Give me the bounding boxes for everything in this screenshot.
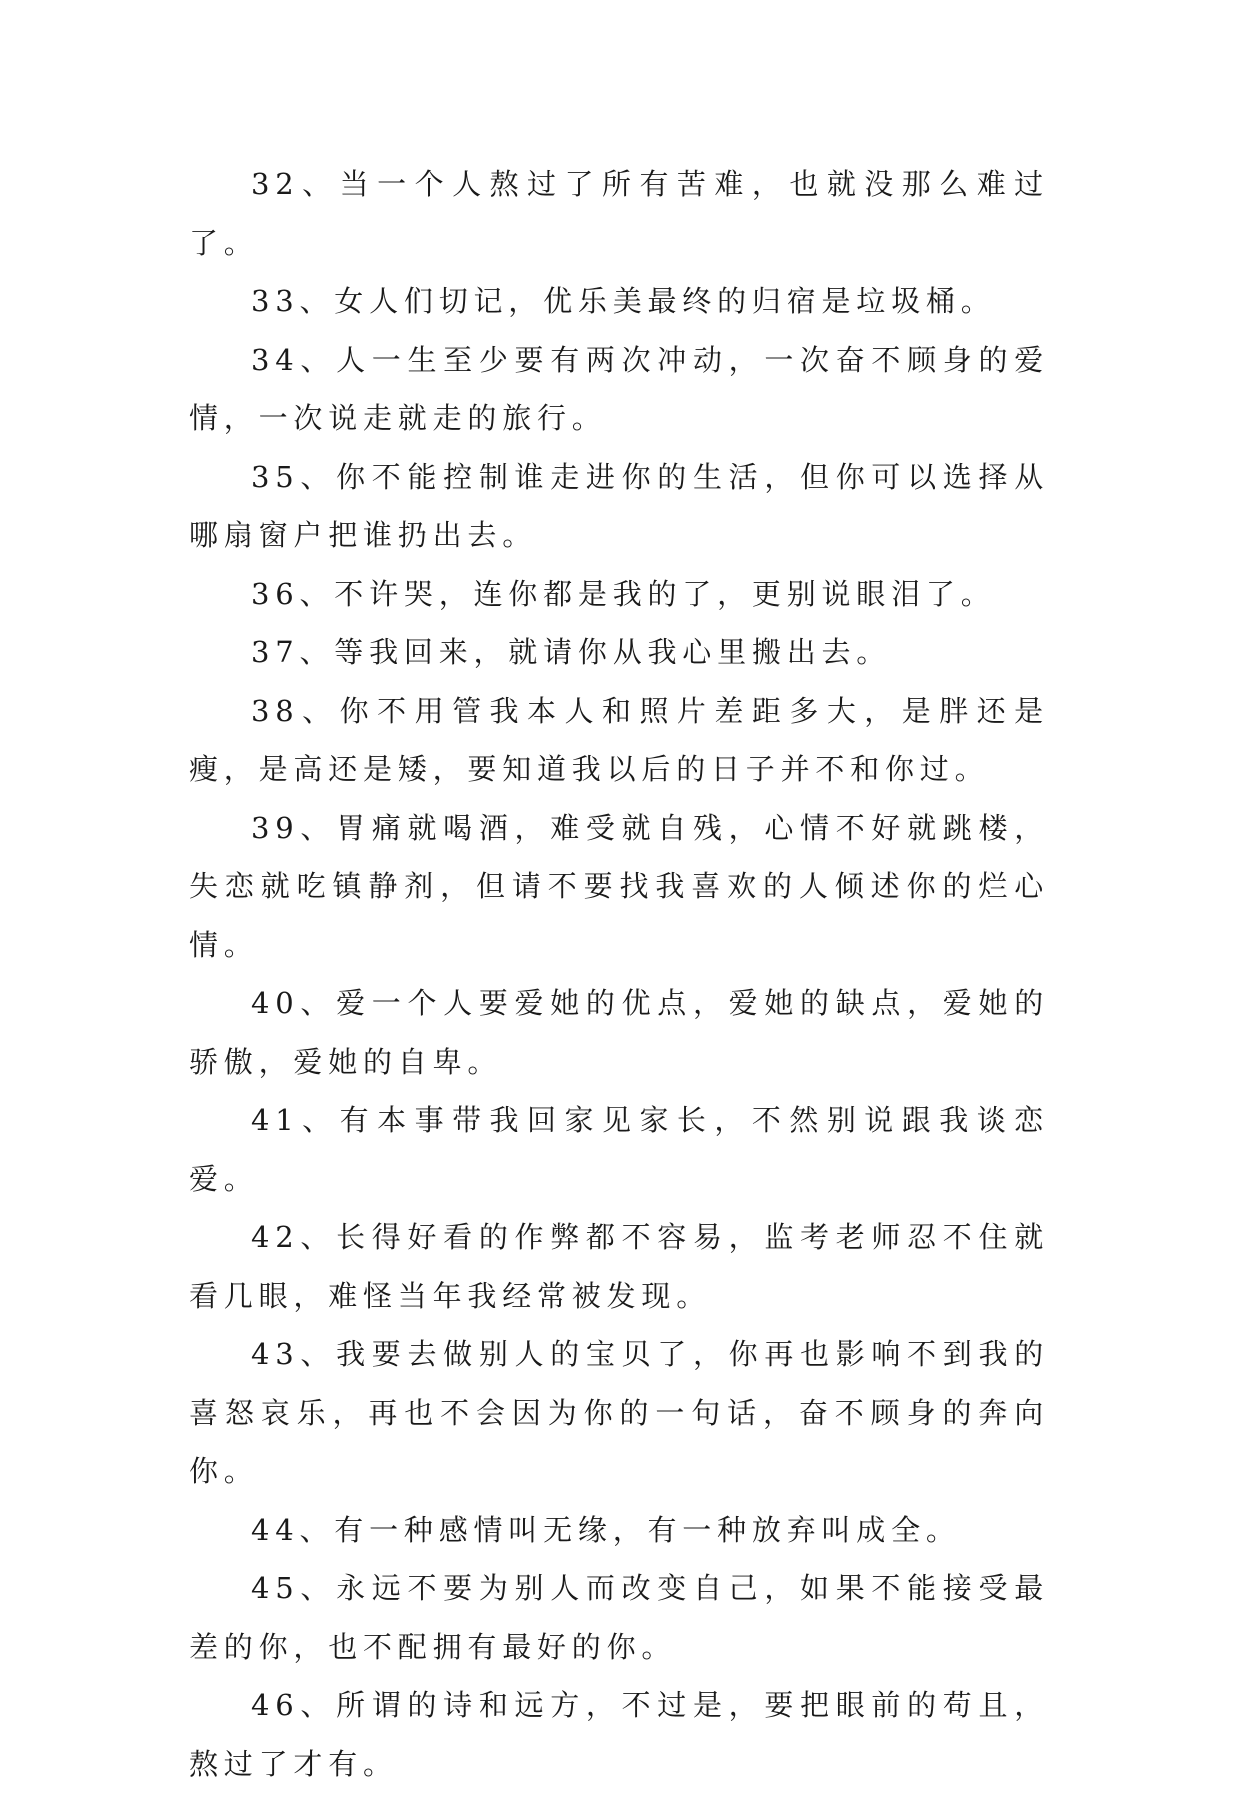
quote-paragraph-37: 37、等我回来，就请你从我心里搬出去。: [251, 635, 892, 669]
quote-paragraph-42: 42、长得好看的作弊都不容易，监考老师忍不住就看几眼，难怪当年我经常被发现。: [189, 1220, 1049, 1313]
quote-paragraph-44: 44、有一种感情叫无缘，有一种放弃叫成全。: [251, 1512, 961, 1547]
quote-paragraph-39: 39、胃痛就喝酒，难受就自残，心情不好就跳楼，失恋就吃镇静剂，但请不要找我喜欢的人倾述你的烂心情。: [189, 810, 1049, 962]
quote-paragraph-34: 34、人一生至少要有两次冲动，一次奋不顾身的爱情，一次说走就走的旅行。: [189, 342, 1049, 435]
quote-paragraph-46: 46、所谓的诗和远方，不过是，要把眼前的苟且，熬过了才有。: [189, 1688, 1049, 1781]
quote-paragraph-45: 45、永远不要为别人而改变自己，如果不能接受最差的你，也不配拥有最好的你。: [189, 1571, 1049, 1664]
document-body: [189, 155, 1049, 1793]
quote-paragraph-43: 43、我要去做别人的宝贝了，你再也影响不到我的喜怒哀乐，再也不会因为你的一句话，奋不顾身的奔向你。: [189, 1337, 1049, 1488]
quote-paragraph-36: 36、不许哭，连你都是我的了，更别说眼泪了。: [251, 576, 996, 611]
quote-paragraph-32: 32、当一个人熬过了所有苦难，也就没那么难过了。: [189, 167, 1049, 260]
quote-paragraph-40: 40、爱一个人要爱她的优点，爱她的缺点，爱她的骄傲，爱她的自卑。: [189, 986, 1049, 1079]
quote-paragraph-33: 33、女人们切记，优乐美最终的归宿是垃圾桶。: [251, 284, 996, 318]
quote-paragraph-35: 35、你不能控制谁走进你的生活，但你可以选择从哪扇窗户把谁扔出去。: [189, 459, 1049, 552]
quote-paragraph-38: 38、你不用管我本人和照片差距多大，是胖还是瘦，是高还是矮，要知道我以后的日子并不和你过。: [189, 693, 1049, 786]
quote-paragraph-41: 41、有本事带我回家见家长，不然别说跟我谈恋爱。: [189, 1103, 1049, 1196]
